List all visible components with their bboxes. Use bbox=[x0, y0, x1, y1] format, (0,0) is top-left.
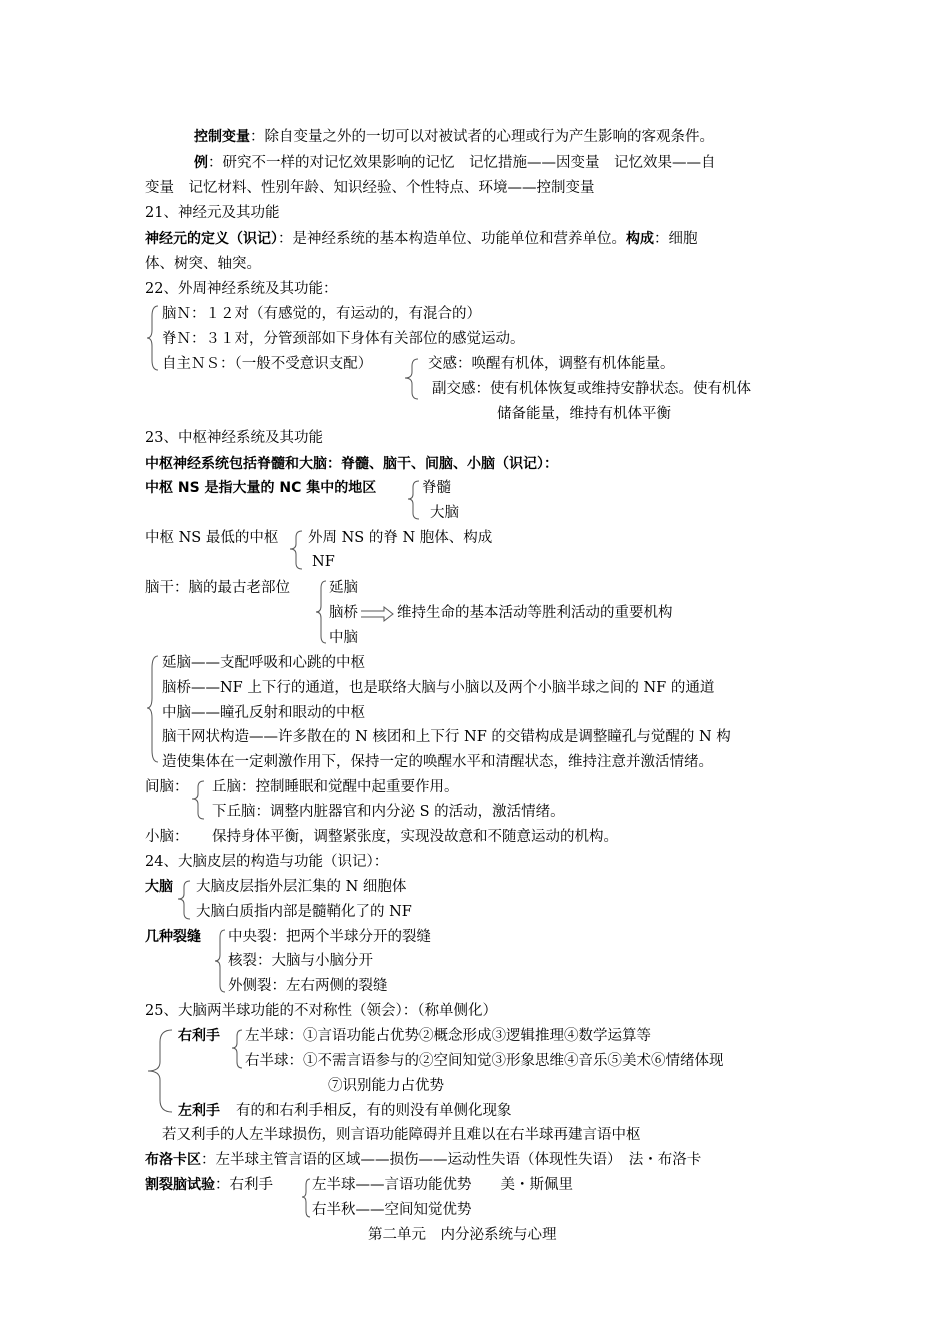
brain-nerves: 脑Ｎ：１２对（有感觉的，有运动的，有混合的） bbox=[162, 306, 481, 322]
left-handed-label: 左利手 bbox=[178, 1103, 220, 1119]
mixed-handed-note: 若又利手的人左半球损伤，则言语功能障碍并且难以在右半球再建言语中枢 bbox=[162, 1127, 641, 1143]
fissures-label: 几种裂缝 bbox=[145, 929, 201, 945]
broca-label: 布洛卡区 bbox=[145, 1152, 201, 1168]
parasympathetic-1: 副交感：使有机体恢复或维持安静状态。使有机体 bbox=[432, 381, 751, 397]
neuron-definition-text: ：是神经系统的基本构造单位、功能单位和营养单位。 bbox=[278, 231, 626, 247]
arrow-right-icon bbox=[360, 606, 394, 622]
split-brain-text: ：右利手 bbox=[215, 1177, 273, 1193]
autonomic-bracket bbox=[404, 358, 420, 400]
control-variable-line bbox=[194, 128, 714, 146]
cns-includes: 中枢神经系统包括脊髓和大脑：脊髓、脑干、间脑、小脑（识记）： bbox=[145, 456, 558, 472]
medulla-function: 延脑——支配呼吸和心跳的中枢 bbox=[162, 655, 365, 671]
split-brain-right: 右半秋——空间知觉优势 bbox=[312, 1202, 472, 1218]
lowest-center-bracket bbox=[288, 530, 304, 570]
example-text: ：研究不一样的对记忆效果影响的记忆 记忆措施——因变量 记忆效果——自 bbox=[208, 155, 716, 171]
reticular-formation-2: 造使集体在一定刺激作用下，保持一定的唤醒水平和清醒状态，维持注意并激活情绪。 bbox=[162, 754, 713, 770]
right-hemisphere-2: ⑦识别能力占优势 bbox=[328, 1078, 444, 1094]
lowest-center-a: 外周 NS 的脊 N 胞体、构成 bbox=[308, 530, 493, 546]
split-brain-bracket bbox=[300, 1178, 312, 1218]
left-handed-line bbox=[178, 1102, 512, 1120]
brainstem-pons: 脑桥 bbox=[329, 605, 358, 621]
handedness-bracket bbox=[146, 1028, 174, 1114]
diencephalon-bracket bbox=[190, 780, 206, 820]
spinal-nerves: 脊Ｎ：３１对，分管颈部如下身体有关部位的感觉运动。 bbox=[162, 331, 525, 347]
central-fissure: 中央裂：把两个半球分开的裂缝 bbox=[228, 929, 431, 945]
hemisphere-bracket bbox=[230, 1029, 244, 1069]
right-handed-label: 右利手 bbox=[178, 1028, 220, 1044]
parasympathetic-2: 储备能量，维持有机体平衡 bbox=[497, 406, 671, 422]
midbrain-function: 中脑——瞳孔反射和眼动的中枢 bbox=[162, 705, 365, 721]
peripheral-bracket bbox=[146, 304, 160, 372]
control-variable-text: ：除自变量之外的一切可以对被试者的心理或行为产生影响的客观条件。 bbox=[250, 129, 714, 145]
cns-bracket bbox=[405, 480, 421, 520]
cerebral-cortex: 大脑皮层指外层汇集的 N 细胞体 bbox=[196, 879, 407, 895]
cerebellum: 小脑： bbox=[145, 829, 189, 845]
broca-text: ：左半球主管言语的区域——损伤——运动性失语（体现性失语） 法・布洛卡 bbox=[201, 1152, 702, 1168]
cns-definition: 中枢 NS 是指大量的 NC 集中的地区 bbox=[145, 480, 377, 496]
sympathetic: 交感：唤醒有机体，调整有机体能量。 bbox=[428, 356, 675, 372]
left-hemisphere: 左半球：①言语功能占优势②概念形成③逻辑推理④数学运算等 bbox=[245, 1028, 651, 1044]
left-handed-description: 有的和右利手相反，有的则没有单侧化现象 bbox=[236, 1103, 512, 1119]
lateral-fissure: 外侧裂：左右两侧的裂缝 bbox=[228, 978, 388, 994]
section-22-heading: 22、外周神经系统及其功能： bbox=[145, 281, 338, 297]
example-line bbox=[194, 154, 716, 172]
broca-line bbox=[145, 1151, 701, 1169]
brainstem-bracket bbox=[314, 580, 328, 644]
cns-cerebrum: 大脑 bbox=[430, 505, 459, 521]
fissures-bracket bbox=[213, 929, 227, 993]
neuron-composition-line: 体、树突、轴突。 bbox=[145, 256, 261, 272]
example-label: 例 bbox=[194, 155, 208, 171]
cerebrum-label: 大脑 bbox=[145, 879, 173, 895]
pons-function: 脑桥——NF 上下行的通道，也是联络大脑与小脑以及两个小脑半球之间的 NF 的通道 bbox=[162, 680, 715, 696]
brainstem-functions-bracket bbox=[146, 654, 160, 764]
composition-text: ：细胞 bbox=[654, 231, 698, 247]
brainstem-midbrain: 中脑 bbox=[329, 630, 358, 646]
brainstem: 脑干：脑的最古老部位 bbox=[145, 580, 290, 596]
split-brain-label: 割裂脑试验 bbox=[145, 1177, 215, 1193]
hypothalamus: 下丘脑：调整内脏器官和内分泌 S 的活动，激活情绪。 bbox=[212, 804, 565, 820]
autonomic-ns: 自主ＮＳ：（一般不受意识支配） bbox=[162, 356, 373, 372]
right-hemisphere-1: 右半球：①不需言语参与的②空间知觉③形象思维④音乐⑤美术⑥情绪体现 bbox=[245, 1053, 724, 1069]
pons-description: 维持生命的基本活动等胜利活动的重要机构 bbox=[397, 605, 673, 621]
diencephalon: 间脑： bbox=[145, 779, 189, 795]
white-matter: 大脑白质指内部是髓鞘化了的 NF bbox=[196, 904, 412, 920]
section-23-heading: 23、中枢神经系统及其功能 bbox=[145, 430, 323, 446]
control-variable-label: 控制变量 bbox=[194, 129, 250, 145]
chapter-title: 第二单元 内分泌系统与心理 bbox=[368, 1227, 557, 1243]
split-brain-line bbox=[145, 1176, 273, 1194]
section-24-heading: 24、大脑皮层的构造与功能（识记）： bbox=[145, 854, 389, 870]
example-line-2: 变量 记忆材料、性别年龄、知识经验、个性特点、环境——控制变量 bbox=[145, 180, 595, 196]
section-25-heading: 25、大脑两半球功能的不对称性（领会）：（称单侧化） bbox=[145, 1003, 497, 1019]
neuron-definition-label: 神经元的定义（识记） bbox=[145, 231, 278, 247]
cns-spinal-cord: 脊髓 bbox=[422, 480, 451, 496]
cerebellum-function: 保持身体平衡，调整紧张度，实现没故意和不随意运动的机构。 bbox=[212, 829, 618, 845]
thalamus: 丘脑：控制睡眠和觉醒中起重要作用。 bbox=[212, 779, 459, 795]
section-21-heading: 21、神经元及其功能 bbox=[145, 205, 280, 221]
lowest-center-b: NF bbox=[312, 554, 335, 570]
cerebrum-bracket bbox=[176, 880, 192, 920]
brainstem-medulla: 延脑 bbox=[329, 580, 358, 596]
lowest-center: 中枢 NS 最低的中枢 bbox=[145, 530, 279, 546]
split-brain-left: 左半球——言语功能优势 美・斯佩里 bbox=[312, 1177, 573, 1193]
transverse-fissure: 核裂：大脑与小脑分开 bbox=[228, 953, 373, 969]
neuron-definition-line bbox=[145, 230, 698, 248]
composition-label: 构成 bbox=[626, 231, 654, 247]
reticular-formation-1: 脑干网状构造——许多散在的 N 核团和上下行 NF 的交错构成是调整瞳孔与觉醒的 N 构 bbox=[162, 729, 731, 745]
